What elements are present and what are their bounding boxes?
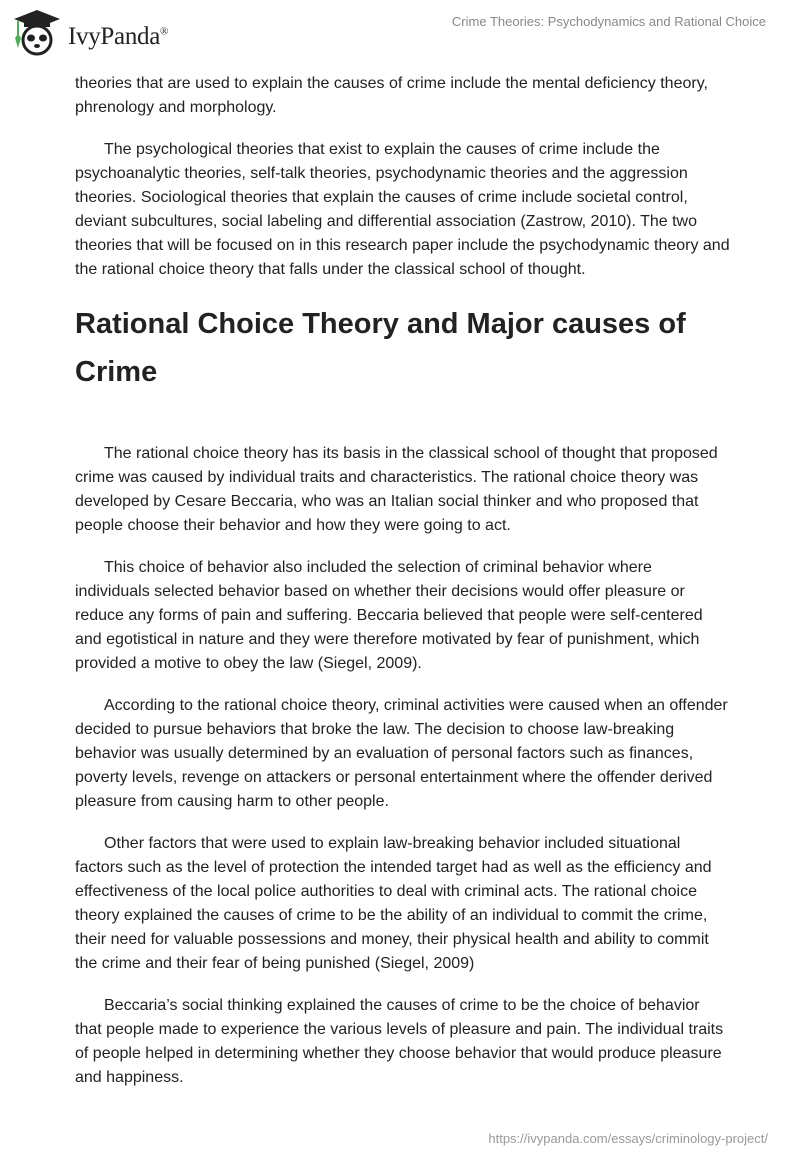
essay-content — [75, 72, 730, 1108]
ivypanda-logo[interactable] — [12, 8, 168, 56]
paragraph: Beccaria’s social thinking explained the causes of crime to be the choice of behavior that people made to experience the various levels of pleasure and pain. The individual traits of people helped in determining whether they choose behavior that would produce pleasure and happiness. — [75, 997, 724, 1086]
paragraph: Other factors that were used to explain law-breaking behavior included situational factors such as the level of protection the intended target had as well as the efficiency and effectiveness of the local police authorities to deal with criminal acts. The rational choice theory explained the causes of crime to be the ability of an individual to commit the crime, their need for valuable possessions and money, their physical health and ability to commit the crime and their fear of being punished (Siegel, 2009) — [75, 835, 712, 972]
paragraph: theories that are used to explain the causes of crime include the mental deficiency theory, phrenology and morphology. — [75, 75, 708, 116]
logo-text: IvyPanda® — [68, 23, 169, 50]
panda-graduate-icon — [12, 8, 62, 56]
document-title: Crime Theories: Psychodynamics and Rational Choice — [451, 14, 766, 29]
paragraph: According to the rational choice theory, criminal activities were caused when an offender decided to pursue behaviors that broke the law. The decision to choose law-breaking behavior was usually determined by an evaluation of personal factors such as finances, poverty levels, revenge on attackers or personal entertainment where the offender derived pleasure from causing harm to other people. — [75, 697, 728, 810]
paragraph: This choice of behavior also included the selection of criminal behavior where individuals selected behavior based on whether their decisions would offer pleasure or reduce any forms of pain and suffering. Beccaria believed that people were self-centered and egotistical in nature and they were therefore motivated by fear of punishment, which provided a motive to obey the law (Siegel, 2009). — [75, 559, 703, 672]
paragraph: The rational choice theory has its basis in the classical school of thought that proposed crime was caused by individual traits and characteristics. The rational choice theory was developed by Cesare Beccaria, who was an Italian social thinker and who proposed that people choose their behavior and how they were going to act. — [75, 445, 718, 534]
source-url[interactable]: https://ivypanda.com/essays/criminology-project/ — [488, 1131, 768, 1146]
paragraph: The psychological theories that exist to explain the causes of crime include the psychoanalytic theories, self-talk theories, psychodynamic theories and the aggression theories. Sociological theories that explain the causes of crime include societal control, deviant subcultures, social labeling and differential association (Zastrow, 2010). The two theories that will be focused on in this research paper include the psychodynamic theory and the rational choice theory that falls under the classical school of thought. — [75, 141, 730, 278]
section-heading: Rational Choice Theory and Major causes of Crime — [75, 308, 686, 388]
